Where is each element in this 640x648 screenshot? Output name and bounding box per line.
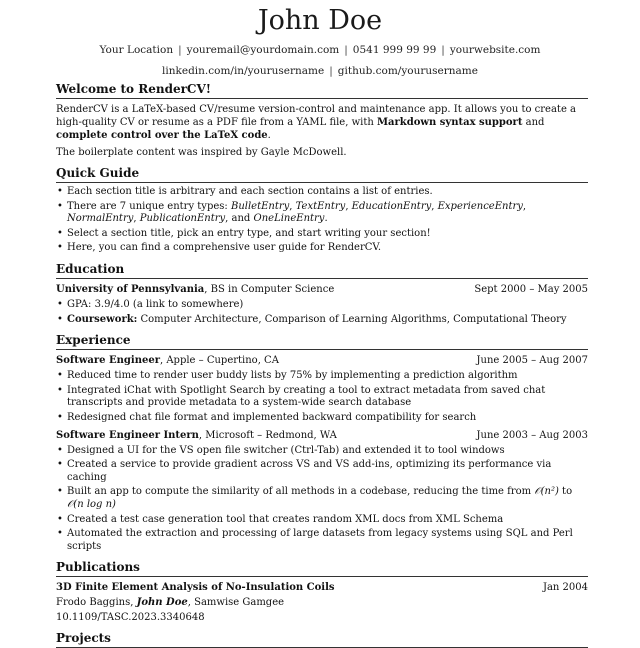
author-self: John Doe [136,597,188,609]
candidate-name: John Doe [257,5,383,36]
coursework-label: Coursework: [67,313,138,325]
publication-authors [56,596,588,609]
publication-entry-header [56,581,588,594]
job-title-company [56,429,337,442]
entry-type: PublicationEntry [139,213,226,225]
highlight-text-to: to [558,486,573,498]
welcome-paragraph [56,103,588,142]
publication-title-text: 3D Finite Element Analysis of No-Insulation Coils [56,582,335,594]
section-title-welcome: Welcome to RenderCV! [56,82,588,99]
author-text: Frodo Baggins, [56,597,137,609]
entry-type: BulletEntry [230,200,290,212]
education-entry-header [56,283,588,296]
welcome-text-end: . [267,130,271,141]
education-highlights [56,299,588,326]
welcome-text-and: and [522,117,545,128]
job-date: June 2003 – Aug 2003 [476,429,588,441]
author-text: , Samwise Gamgee [187,597,285,609]
contact-line-1 [0,43,640,57]
list-item: • Select a section title, pick an entry type, and start writing your section! [56,228,588,241]
separator: | [329,65,333,77]
section-title-education: Education [56,262,588,279]
separator: | [441,44,445,56]
education-date: Sept 2000 – May 2005 [474,283,588,295]
job-highlights [56,445,588,554]
institution-name: University of Pennsylvania [56,283,205,295]
section-title-projects: Projects [56,631,588,648]
section-title-publications: Publications [56,560,588,577]
math-complexity-before: 𝒪(n²) [534,486,559,498]
degree-text: , BS in Computer Science [204,283,335,295]
job-position: Software Engineer [56,355,160,367]
list-item [56,486,588,511]
list-item[interactable]: • Here, you can find a comprehensive user guide for RenderCV. [56,242,588,255]
welcome-text: RenderCV is a LaTeX-based CV/resume version-control and maintenance app. It allows you to create a high-quality CV or resume as a PDF file from a YAML file, with [56,104,577,128]
list-item [56,314,588,327]
separator: | [344,44,348,56]
list-item: • Created a test case generation tool that creates random XML docs from XML Schema [56,514,588,527]
list-item: • There are 7 unique entry types: BulletEntry, TextEntry, EducationEntry, ExperienceEntry, NormalEntry, PublicationEntry, and OneLineEntry. [56,201,588,226]
list-item: • Automated the extraction and processing of large datasets from legacy systems using SQL and Perl scripts [56,528,588,553]
math-complexity-after: 𝒪(n log n) [67,498,116,510]
publication-date: Jan 2004 [542,582,588,594]
entry-type: TextEntry [295,200,346,212]
section-title-experience: Experience [56,333,588,350]
entry-type: EducationEntry [351,200,432,212]
list-item: • Each section title is arbitrary and each section contains a list of entries. [56,186,588,199]
separator: | [178,44,182,56]
job-title-company [56,354,279,367]
experience-entry-header [56,429,588,442]
job-company: , Apple – Cupertino, CA [159,355,279,367]
email-link[interactable]: youremail@yourdomain.com [186,44,340,56]
publication-doi[interactable]: 10.1109/TASC.2023.3340648 [56,612,205,624]
quick-guide-list [56,186,588,255]
resume-content [56,82,588,648]
publication-title [56,581,335,594]
highlight-text: Built an app to compute the similarity of all methods in a codebase, reducing the time from [67,486,535,498]
list-item[interactable]: • GPA: 3.9/4.0 (a link to somewhere) [56,299,588,312]
github-link[interactable]: github.com/yourusername [337,65,478,77]
list-item: • Created a service to provide gradient across VS and VS add-ins, optimizing its performance via caching [56,459,588,484]
education-institution-degree [56,283,334,296]
welcome-bold-markdown: Markdown syntax support [376,117,523,128]
entry-types-text: There are 7 unique entry types: [67,200,231,212]
entry-type: NormalEntry [67,213,134,225]
website-link[interactable]: yourwebsite.com [449,44,541,56]
entry-type: ExperienceEntry [437,200,523,212]
coursework-text: Computer Architecture, Comparison of Learning Algorithms, Computational Theory [137,313,567,325]
phone-link[interactable]: 0541 999 99 99 [352,44,437,56]
section-title-quick-guide: Quick Guide [56,166,588,183]
location-text: Your Location [99,44,174,56]
entry-types-and: and [231,213,251,225]
experience-entry-header [56,354,588,367]
boilerplate-note: The boilerplate content was inspired by Gayle McDowell. [56,147,347,158]
entry-type: OneLineEntry [253,213,325,225]
welcome-bold-latex: complete control over the LaTeX code [56,130,268,141]
job-highlights [56,370,588,424]
list-item: • Reduced time to render user buddy lists by 75% by implementing a prediction algorithm [56,370,588,383]
job-company: , Microsoft – Redmond, WA [198,429,337,441]
job-date: June 2005 – Aug 2007 [476,355,588,367]
linkedin-link[interactable]: linkedin.com/in/yourusername [162,65,325,77]
list-item: • Integrated iChat with Spotlight Search by creating a tool to extract metadata from saved chat transcripts and provide metadata to a system-wide search database [56,385,588,410]
list-item: • Redesigned chat file format and implemented backward compatibility for search [56,412,588,425]
job-position: Software Engineer Intern [56,429,199,441]
list-item: • Designed a UI for the VS open file switcher (Ctrl-Tab) and extended it to tool windows [56,445,588,458]
contact-line-2 [0,64,640,78]
